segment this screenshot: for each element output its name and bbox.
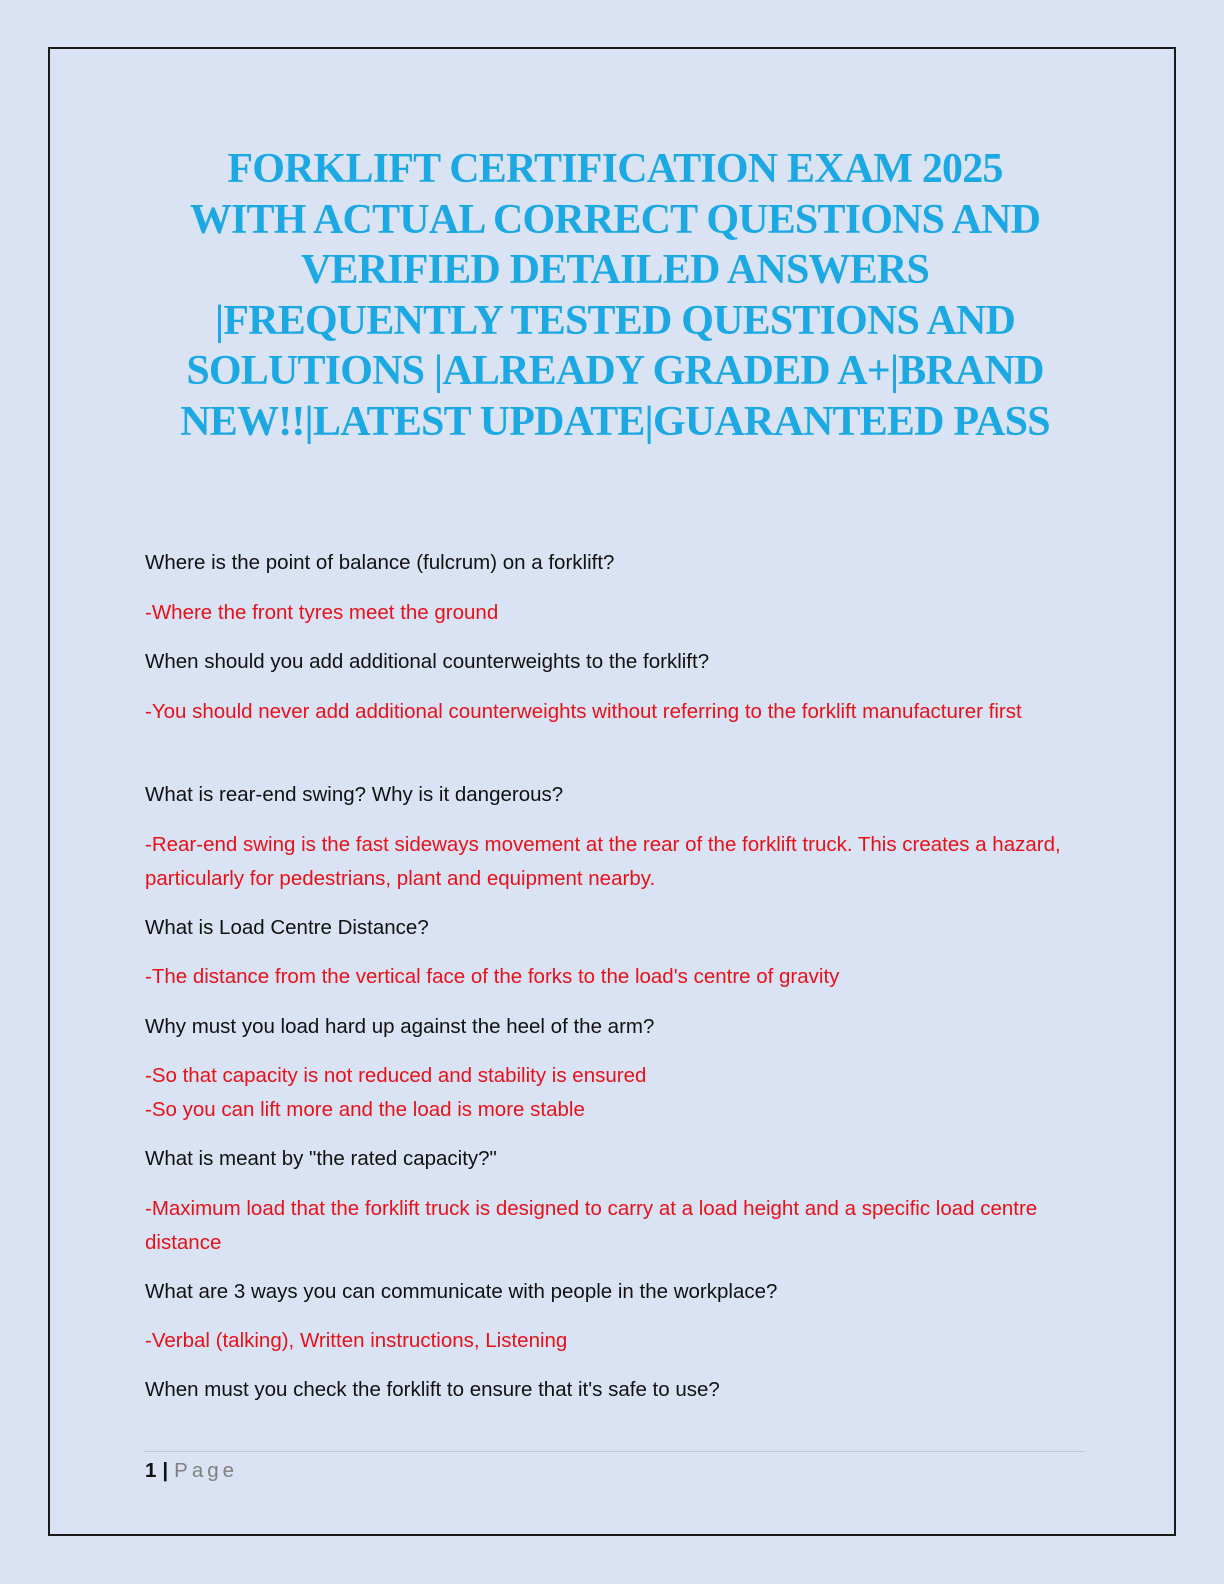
question-text: What is rear-end swing? Why is it dangerous?: [145, 783, 564, 806]
answer-text: -Verbal (talking), Written instructions, Listening: [145, 1329, 568, 1352]
question-text: What is meant by "the rated capacity?": [145, 1147, 497, 1170]
title-line: FORKLIFT CERTIFICATION EXAM 2025: [227, 146, 1003, 192]
question-text: When should you add additional counterweights to the forklift?: [145, 650, 710, 673]
answer-text: -Rear-end swing is the fast sideways movement at the rear of the forklift truck. This creates a hazard, particularly for pedestrians, plant and equipment nearby.: [145, 833, 1061, 890]
footer-separator: |: [162, 1459, 169, 1482]
page-number: 1: [145, 1459, 157, 1482]
title-line: VERIFIED DETAILED ANSWERS: [300, 247, 930, 293]
question-text: What is Load Centre Distance?: [145, 916, 429, 939]
title-line: WITH ACTUAL CORRECT QUESTIONS AND: [189, 196, 1041, 243]
answer-text: -So you can lift more and the load is more stable: [145, 1098, 585, 1121]
answer-text: -Where the front tyres meet the ground: [145, 601, 499, 624]
title-line: NEW!!|LATEST UPDATE|GUARANTEED PASS: [180, 398, 1050, 445]
title-line: SOLUTIONS |ALREADY GRADED A+|BRAND: [186, 348, 1044, 394]
question-text: When must you check the forklift to ensure that it's safe to use?: [145, 1378, 720, 1401]
answer-text: -Maximum load that the forklift truck is designed to carry at a load height and a specific load centre distance: [145, 1197, 1038, 1254]
title-line: |FREQUENTLY TESTED QUESTIONS AND: [214, 297, 1016, 344]
question-text: Where is the point of balance (fulcrum) on a forklift?: [145, 551, 615, 574]
page-label: Page: [174, 1459, 239, 1482]
answer-text: -You should never add additional counterweights without referring to the forklift manufacturer first: [145, 700, 1022, 723]
question-text: What are 3 ways you can communicate with people in the workplace?: [145, 1280, 778, 1303]
document-title: [130, 144, 1100, 447]
answer-text: -The distance from the vertical face of the forks to the load's centre of gravity: [145, 965, 840, 988]
page-footer: [145, 1456, 238, 1486]
answer-text: -So that capacity is not reduced and stability is ensured: [145, 1064, 647, 1087]
footer-divider: [143, 1451, 1085, 1452]
question-text: Why must you load hard up against the heel of the arm?: [145, 1015, 655, 1038]
